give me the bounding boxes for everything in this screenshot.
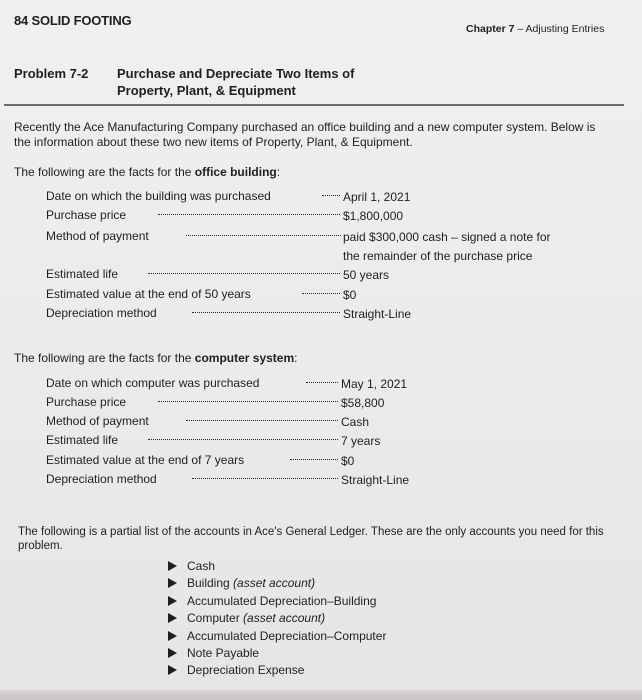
account-note: (asset account) bbox=[233, 576, 316, 590]
computer-value-payment: Cash bbox=[341, 415, 370, 429]
account-item bbox=[168, 646, 259, 660]
account-item bbox=[168, 594, 376, 608]
computer-row-life: Estimated life bbox=[46, 433, 119, 447]
chapter-title: – Adjusting Entries bbox=[514, 23, 605, 35]
computer-row-date: Date on which computer was purchased bbox=[46, 376, 260, 390]
account-name: Building bbox=[187, 576, 230, 590]
leader-dots bbox=[148, 437, 338, 440]
account-note: (asset account) bbox=[243, 611, 326, 625]
office-value-life: 50 years bbox=[343, 268, 390, 282]
triangle-bullet-icon bbox=[168, 596, 177, 606]
account-item bbox=[168, 629, 386, 643]
accounts-intro-paragraph: The following is a partial list of the accounts in Ace's General Ledger. These are the only accounts you need for this problem. bbox=[18, 526, 604, 552]
chapter-label bbox=[466, 23, 604, 35]
computer-row-residual: Estimated value at the end of 7 years bbox=[46, 453, 245, 467]
computer-row-method: Depreciation method bbox=[46, 472, 157, 486]
leader-dots bbox=[186, 233, 341, 236]
computer-heading-colon: : bbox=[294, 351, 298, 365]
heading-divider bbox=[4, 104, 624, 106]
computer-heading-text: The following are the facts for the bbox=[14, 351, 195, 365]
computer-facts-heading bbox=[14, 351, 297, 365]
triangle-bullet-icon bbox=[168, 665, 177, 675]
chapter-number: Chapter 7 bbox=[466, 23, 515, 35]
office-value-price: $1,800,000 bbox=[343, 209, 404, 223]
triangle-bullet-icon bbox=[168, 648, 177, 658]
page-bottom-edge bbox=[0, 690, 642, 700]
account-item bbox=[168, 663, 304, 677]
computer-row-price: Purchase price bbox=[46, 395, 127, 409]
account-name: Accumulated Depreciation–Building bbox=[187, 594, 377, 608]
computer-value-residual: $0 bbox=[341, 454, 355, 468]
account-name: Depreciation Expense bbox=[187, 663, 305, 677]
office-heading-colon: : bbox=[276, 165, 281, 179]
intro-paragraph: Recently the Ace Manufacturing Company purchased an office building and a new computer system. Below is the information about these two new items of Property, Plant, & Equipment. bbox=[14, 120, 596, 149]
account-item bbox=[168, 559, 215, 573]
problem-title-line1: Purchase and Depreciate Two Items of bbox=[117, 66, 355, 81]
office-facts-heading bbox=[14, 165, 280, 179]
leader-dots bbox=[158, 399, 338, 402]
leader-dots bbox=[302, 291, 340, 294]
account-item bbox=[168, 611, 325, 625]
leader-dots bbox=[186, 418, 338, 421]
office-row-method: Depreciation method bbox=[46, 306, 157, 320]
office-heading-bold: office building bbox=[194, 165, 277, 179]
leader-dots bbox=[192, 310, 340, 313]
page-label: 84 SOLID FOOTING bbox=[14, 13, 132, 28]
office-heading-text: The following are the facts for the bbox=[14, 165, 195, 179]
triangle-bullet-icon bbox=[168, 631, 177, 641]
account-name: Accumulated Depreciation–Computer bbox=[187, 629, 387, 643]
leader-dots bbox=[148, 271, 340, 274]
account-name: Computer bbox=[187, 611, 240, 625]
leader-dots bbox=[306, 380, 338, 383]
computer-value-date: May 1, 2021 bbox=[341, 377, 408, 391]
office-row-payment: Method of payment bbox=[46, 229, 149, 243]
office-value-residual: $0 bbox=[343, 288, 357, 302]
computer-row-payment: Method of payment bbox=[46, 414, 149, 428]
office-row-price: Purchase price bbox=[46, 208, 127, 222]
triangle-bullet-icon bbox=[168, 613, 177, 623]
office-value-payment-line2: the remainder of the purchase price bbox=[343, 249, 533, 263]
office-value-payment: paid $300,000 cash – signed a note for bbox=[343, 230, 551, 244]
triangle-bullet-icon bbox=[168, 561, 177, 571]
office-value-method: Straight-Line bbox=[343, 307, 412, 321]
leader-dots bbox=[290, 457, 338, 460]
triangle-bullet-icon bbox=[168, 578, 177, 588]
computer-value-method: Straight-Line bbox=[341, 473, 410, 487]
problem-number: Problem 7-2 bbox=[14, 66, 89, 81]
computer-value-price: $58,800 bbox=[341, 396, 385, 410]
office-row-residual: Estimated value at the end of 50 years bbox=[46, 287, 251, 301]
leader-dots bbox=[192, 476, 338, 479]
account-item bbox=[168, 576, 315, 590]
office-value-date: April 1, 2021 bbox=[343, 190, 411, 204]
office-row-date: Date on which the building was purchased bbox=[46, 189, 271, 203]
leader-dots bbox=[322, 193, 340, 196]
computer-value-life: 7 years bbox=[341, 434, 381, 448]
office-row-life: Estimated life bbox=[46, 267, 119, 281]
account-name: Note Payable bbox=[187, 646, 260, 660]
computer-heading-bold: computer system bbox=[194, 351, 295, 365]
account-name: Cash bbox=[187, 559, 216, 573]
problem-title-line2: Property, Plant, & Equipment bbox=[117, 83, 296, 98]
leader-dots bbox=[158, 212, 340, 215]
